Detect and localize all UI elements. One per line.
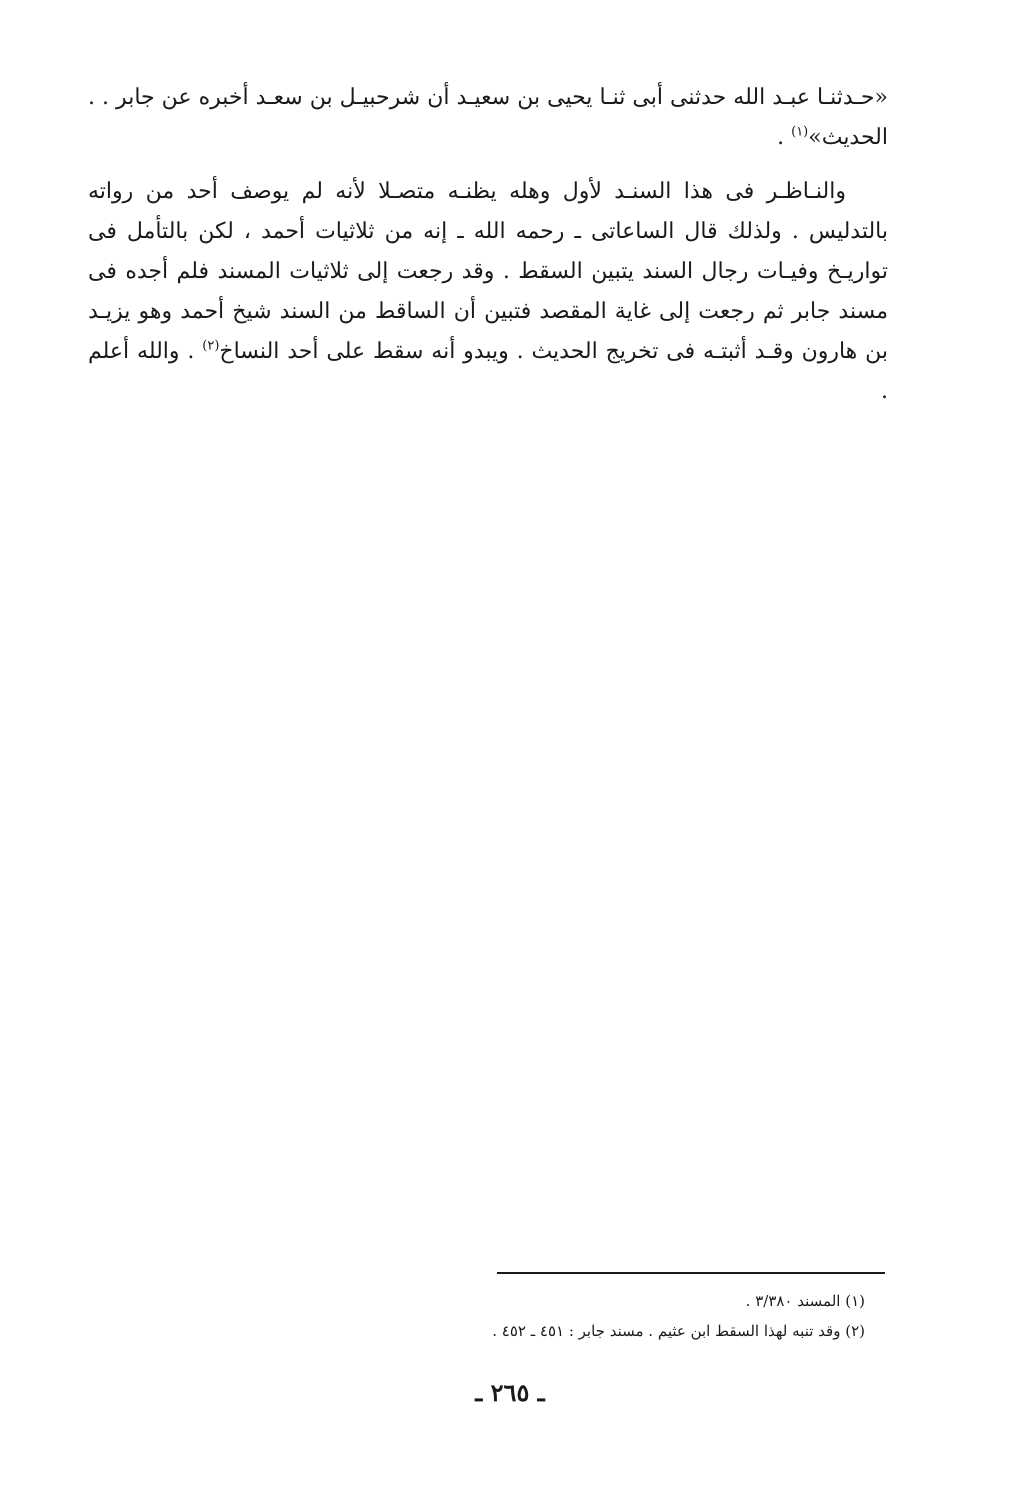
footnote-2: (٢) وقد تنبه لهذا السقط ابن عثيم . مسند جابر : ٤٥١ ـ ٤٥٢ . bbox=[492, 1322, 865, 1340]
footnote-divider bbox=[497, 1272, 885, 1274]
paragraph-commentary bbox=[88, 172, 888, 412]
footnote-ref-1: (١) bbox=[791, 124, 809, 140]
paragraph-1-tail: . bbox=[777, 125, 792, 150]
paragraph-hadith-quote bbox=[88, 78, 888, 158]
paragraph-2-text: والنـاظـر فى هذا السنـد لأول وهله يظنـه متصـلا لأنه لم يوصف أحد من رواته بالتدليس . ولذلك قال الساعاتى ـ رحمه الله ـ إنه من ثلاثيات أحمد ، لكن بالتأمل فى تواريـخ وفيـات رجال السند يتبين السقط . وقد رجعت إلى ثلاثيات المسند فلم أجده فى مسند جابر ثم رجعت إلى غاية المقصد فتبين أن الساقط من السند شيخ أحمد وهو يزيـد بن هارون وقـد أثبتـه فى تخريج الحديث . ويبدو أنه سقط على أحد النساخ bbox=[88, 179, 889, 364]
paragraph-2-tail: . والله أعلم . bbox=[88, 339, 888, 404]
paragraph-1-text: «حـدثنـا عبـد الله حدثنى أبى ثنـا يحيى بن سعيـد أن شرحبيـل بن سعـد أخبره عن جابر . . الحديث» bbox=[88, 85, 888, 150]
footnote-ref-2: (٢) bbox=[202, 338, 220, 354]
page-number: ـ ٢٦٥ ـ bbox=[475, 1378, 545, 1407]
main-text-block bbox=[88, 78, 888, 412]
footnote-1: (١) المسند ٣/٣٨٠ . bbox=[745, 1292, 865, 1310]
footnotes bbox=[300, 1286, 865, 1346]
